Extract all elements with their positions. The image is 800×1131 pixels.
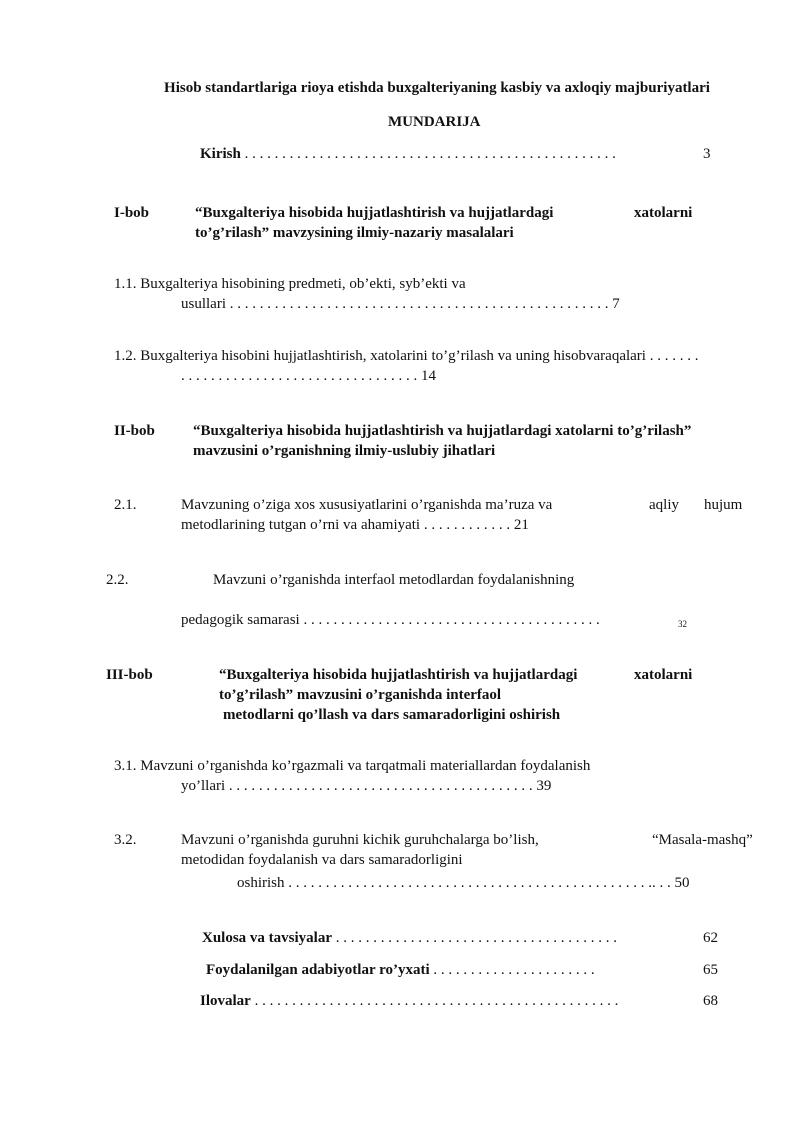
toc-section-line[interactable]: oshirish . . . . . . . . . . . . . . . . . . . . . . . . . . . . . . . . . . . . . . . . . . . . . . . . .. . . 50: [237, 875, 690, 891]
toc-section-line: aqliy: [649, 497, 679, 513]
section-number: 2.1.: [114, 497, 137, 513]
chapter-number: III-bob: [106, 667, 153, 683]
chapter-title-line[interactable]: “Buxgalteriya hisobida hujjatlashtirish va hujjatlardagi: [219, 667, 578, 683]
chapter-title-line[interactable]: “Buxgalteriya hisobida hujjatlashtirish va hujjatlardagi: [195, 205, 554, 221]
toc-section-line: “Masala-mashq”: [652, 832, 753, 848]
toc-heading: MUNDARIJA: [388, 114, 481, 130]
toc-entry-ilovalar[interactable]: [200, 991, 618, 1011]
chapter-number: II-bob: [114, 423, 155, 439]
section-number: 3.2.: [114, 832, 137, 848]
chapter-title-line: xatolarni: [634, 667, 693, 683]
chapter-title-line[interactable]: metodlarni qo’llash va dars samaradorligini oshirish: [223, 707, 561, 723]
toc-entry-label: Ilovalar: [200, 993, 251, 1009]
toc-section-1-1[interactable]: 1.1. Buxgalteriya hisobining predmeti, ob’ekti, syb’ekti va: [114, 276, 466, 292]
toc-entry-kirish[interactable]: [200, 144, 616, 164]
toc-section-line[interactable]: pedagogik samarasi . . . . . . . . . . . . . . . . . . . . . . . . . . . . . . . . . . . . . . . .: [181, 612, 600, 628]
toc-section-2-2[interactable]: Mavzuni o’rganishda interfaol metodlardan foydalanishning: [213, 572, 575, 588]
toc-entry-label: Kirish: [200, 146, 241, 162]
chapter-number: I-bob: [114, 205, 150, 221]
toc-leader-dots: . . . . . . . . . . . . . . . . . . . . . . . . . . . . . . . . . . . . . .: [335, 930, 618, 946]
toc-entry-label: Foydalanilgan adabiyotlar ro’yxati: [206, 962, 430, 978]
toc-leader-dots: . . . . . . . . . . . . . . . . . . . . . .: [433, 962, 595, 978]
toc-section-2-1[interactable]: Mavzuning o’ziga xos xususiyatlarini o’rganishda ma’ruza va: [181, 497, 553, 513]
toc-entry-xulosa[interactable]: [202, 928, 617, 948]
toc-page-number: 32: [678, 619, 687, 629]
toc-leader-dots: . . . . . . . . . . . . . . . . . . . . . . . . . . . . . . . . . . . . . . . . . . . . . . . . .: [254, 993, 619, 1009]
toc-leader-dots: . . . . . . . . . . . . . . . . . . . . . . . . . . . . . . . . . . . . . . . . . . . . . . . . . .: [244, 146, 616, 162]
toc-section-line[interactable]: . . . . . . . . . . . . . . . . . . . . . . . . . . . . . . . . 14: [181, 368, 436, 384]
section-number: 2.2.: [106, 572, 129, 588]
toc-entry-adabiyotlar[interactable]: [206, 960, 595, 980]
toc-section-line[interactable]: usullari . . . . . . . . . . . . . . . . . . . . . . . . . . . . . . . . . . . . . . . . . . . . . . . . . . . 7: [181, 296, 620, 312]
toc-page-number: 65: [703, 962, 718, 978]
chapter-title-line[interactable]: “Buxgalteriya hisobida hujjatlashtirish va hujjatlardagi xatolarni to’g’rilash”: [193, 423, 692, 439]
toc-section-line[interactable]: metodlarining tutgan o’rni va ahamiyati . . . . . . . . . . . . 21: [181, 517, 529, 533]
chapter-title-line: xatolarni: [634, 205, 693, 221]
toc-section-3-2[interactable]: Mavzuni o’rganishda guruhni kichik guruhchalarga bo’lish,: [181, 832, 539, 848]
toc-page-number: 62: [703, 930, 718, 946]
toc-page-number: 68: [703, 993, 718, 1009]
toc-section-line: hujum: [704, 497, 743, 513]
chapter-title-line[interactable]: to’g’rilash” mavzysining ilmiy-nazariy masalalari: [195, 225, 514, 241]
toc-section-line[interactable]: metodidan foydalanish va dars samaradorligini: [181, 852, 463, 868]
toc-entry-label: Xulosa va tavsiyalar: [202, 930, 333, 946]
toc-section-3-1[interactable]: 3.1. Mavzuni o’rganishda ko’rgazmali va tarqatmali materiallardan foydalanish: [114, 758, 591, 774]
document-title: Hisob standartlariga rioya etishda buxgalteriyaning kasbiy va axloqiy majburiyatlari: [164, 80, 710, 96]
chapter-title-line[interactable]: mavzusini o’rganishning ilmiy-uslubiy jihatlari: [193, 443, 496, 459]
toc-page-number: 3: [703, 146, 711, 162]
toc-section-line[interactable]: yo’llari . . . . . . . . . . . . . . . . . . . . . . . . . . . . . . . . . . . . . . . . . 39: [181, 778, 552, 794]
toc-section-1-2[interactable]: 1.2. Buxgalteriya hisobini hujjatlashtirish, xatolarini to’g’rilash va uning hisobvaraqalari . . . . . . .: [114, 348, 699, 364]
chapter-title-line[interactable]: to’g’rilash” mavzusini o’rganishda interfaol: [219, 687, 502, 703]
